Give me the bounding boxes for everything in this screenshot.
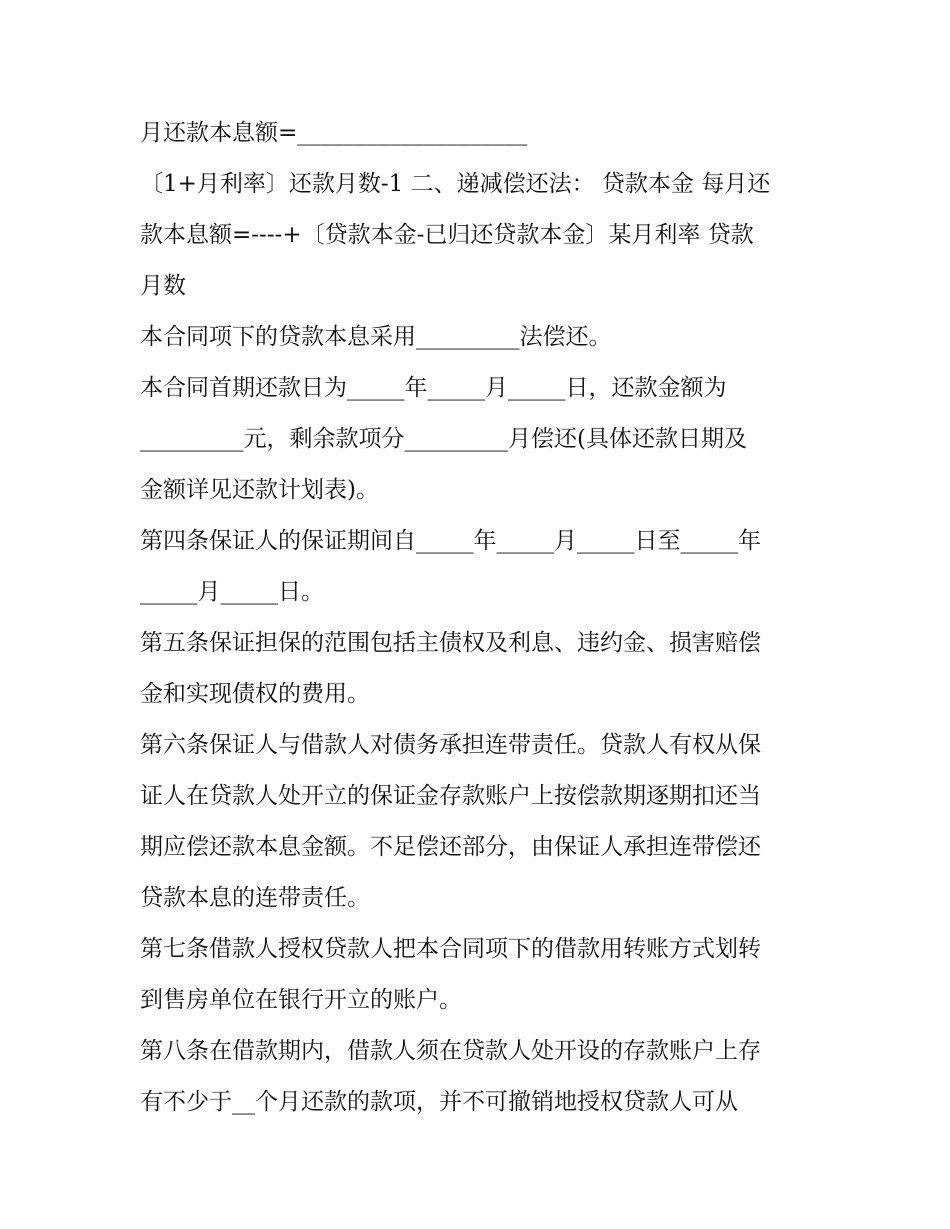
text-line: 款本息额=----+〔贷款本金-已归还贷款本金〕某月利率 贷款 — [140, 222, 754, 248]
text-line: 到售房单位在银行开立的账户。 — [140, 987, 462, 1013]
text-line: 金和实现债权的费用。 — [140, 681, 370, 707]
text-line: 〔1+月利率〕还款月数-1 二、递减偿还法： 贷款本金 每月还 — [140, 171, 771, 197]
text-line: _________元，剩余款项分_________月偿还(具体还款日期及 — [140, 426, 747, 452]
text-line: 月还款本息额=____________________ — [140, 120, 528, 146]
text-line: 第四条保证人的保证期间自_____年_____月_____日至_____年 — [140, 528, 761, 554]
text-line: 本合同首期还款日为_____年_____月_____日，还款金额为 — [140, 375, 727, 401]
document-body — [140, 108, 820, 1128]
text-line: 月数 — [140, 273, 186, 299]
text-line: 第八条在借款期内，借款人须在贷款人处开设的存款账户上存 — [140, 1038, 761, 1064]
text-line: 金额详见还款计划表)。 — [140, 477, 379, 503]
text-line: 有不少于__个月还款的款项，并不可撤销地授权贷款人可从 — [140, 1089, 738, 1115]
text-line: _____月_____日。 — [140, 579, 324, 605]
text-line: 第七条借款人授权贷款人把本合同项下的借款用转账方式划转 — [140, 936, 761, 962]
text-line: 本合同项下的贷款本息采用_________法偿还。 — [140, 324, 612, 350]
text-line: 第六条保证人与借款人对债务承担连带责任。贷款人有权从保 — [140, 732, 761, 758]
text-line: 证人在贷款人处开立的保证金存款账户上按偿款期逐期扣还当 — [140, 783, 761, 809]
text-line: 贷款本息的连带责任。 — [140, 885, 370, 911]
text-line: 第五条保证担保的范围包括主债权及利息、违约金、损害赔偿 — [140, 630, 761, 656]
text-line: 期应偿还款本息金额。不足偿还部分，由保证人承担连带偿还 — [140, 834, 761, 860]
